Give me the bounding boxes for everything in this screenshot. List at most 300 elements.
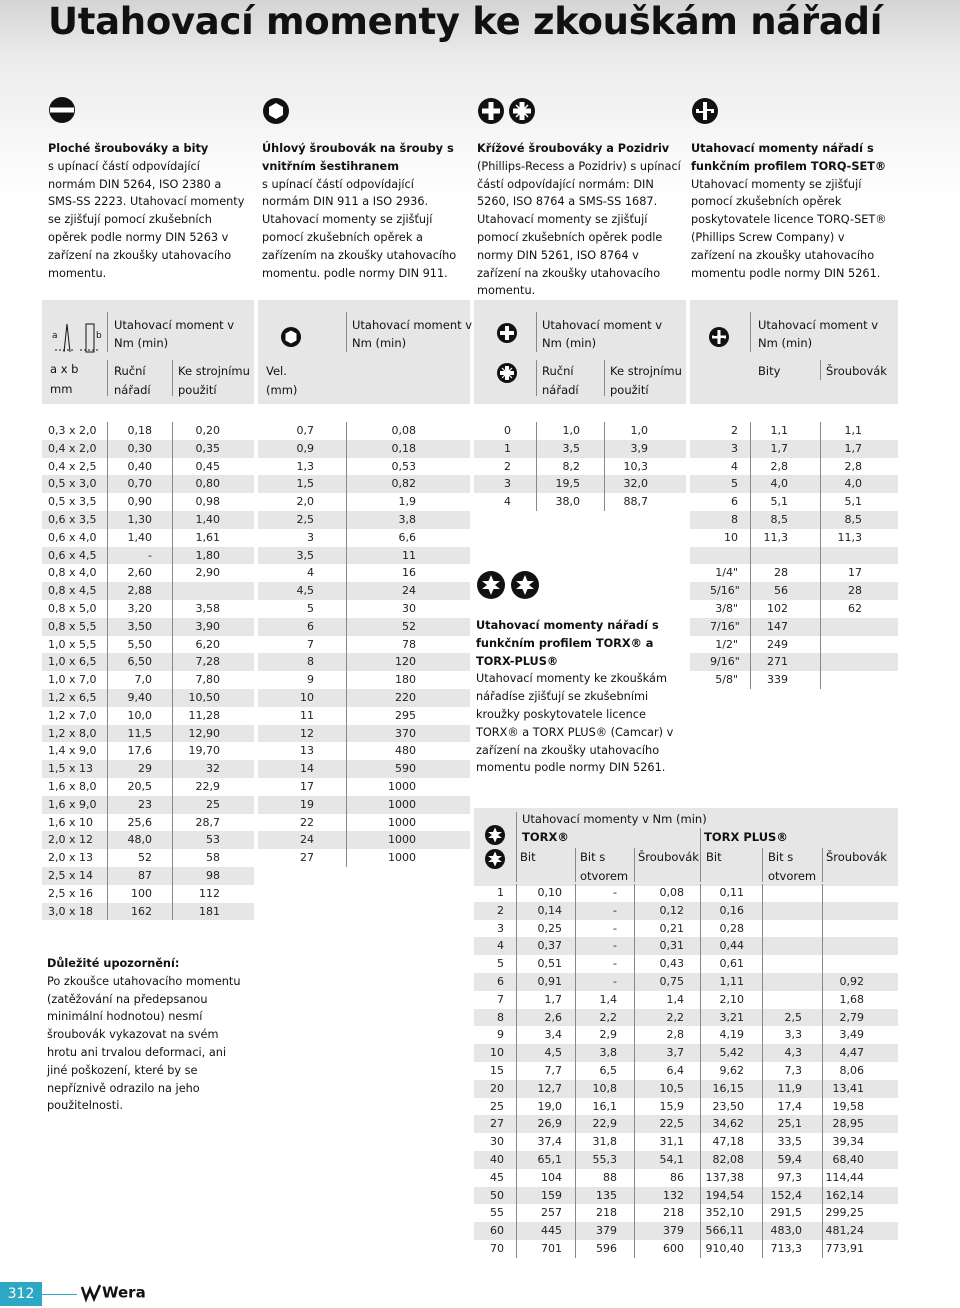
table1-row — [42, 671, 254, 689]
table5-cell: 218 — [596, 1206, 617, 1220]
table5-cell: 1,68 — [839, 992, 864, 1006]
table3-cell: 3 — [504, 477, 511, 491]
table5-row — [474, 1222, 898, 1240]
table5-cell: 3,4 — [544, 1028, 562, 1042]
table5-cell: 45 — [490, 1170, 504, 1184]
table5-row — [474, 1044, 898, 1062]
table5-cell: 47,18 — [712, 1135, 744, 1149]
table4-row — [690, 440, 898, 458]
table5-cell — [822, 920, 864, 938]
table2-col-vel: Vel. — [266, 364, 287, 378]
table1-cell: 0,8 x 4,0 — [48, 566, 97, 580]
table5-cell: 54,1 — [659, 1153, 684, 1166]
table5-col-srob2: Šroubovák — [826, 850, 887, 864]
table5-cell: 445 — [541, 1224, 562, 1238]
table1-cell: 0,40 — [127, 459, 152, 473]
table5-cell: 97,3 — [777, 1170, 802, 1184]
table5-cell: 0,21 — [659, 921, 684, 935]
table1-cell: 0,30 — [127, 441, 152, 455]
table3 — [474, 422, 686, 512]
table1-cell: 0,80 — [195, 477, 220, 491]
table1-cell: 6,20 — [195, 637, 220, 651]
table2-row — [258, 564, 470, 582]
table1-cell: 7,0 — [134, 673, 152, 687]
table3-cell: 10,3 — [623, 459, 648, 473]
table1-cell: 1,6 x 8,0 — [48, 780, 97, 793]
table2-row — [258, 440, 470, 458]
table2-cell: 1000 — [388, 797, 416, 811]
intro-torqset-text: Utahovací momenty se zjišťují pomocí zkušebních opěrek poskytovatele licence TORQ-SET® (Phillips Screw Company) v zařízení na zkoušky utahovacího momentu podle normy DIN 5261. — [691, 177, 887, 280]
table5-row — [474, 937, 898, 955]
table1-col-rucni-1: Ruční — [114, 364, 146, 378]
table5-cell: 1,4 — [599, 992, 617, 1006]
table5-cell: 7 — [497, 992, 504, 1006]
table1-cell: 162 — [131, 904, 152, 918]
table4-cell: 2,8 — [770, 459, 788, 473]
table3-cell: 8,2 — [562, 459, 580, 473]
table2-cell: 24 — [300, 833, 314, 847]
table5-row — [474, 884, 898, 902]
table5-row — [474, 955, 898, 973]
table3-cell: 1,0 — [562, 424, 580, 437]
brand-logo-text: Wera — [102, 1283, 146, 1302]
table1-cell: 19,70 — [188, 744, 220, 758]
table5-cell: 0,44 — [719, 939, 744, 953]
table1-cell: 100 — [131, 886, 152, 900]
table5-cell: 37,4 — [537, 1135, 562, 1149]
table3-title-2: Nm (min) — [542, 336, 597, 350]
table2-row — [258, 653, 470, 671]
table2-row — [258, 493, 470, 511]
footer-rule — [42, 1294, 77, 1295]
table1-row — [42, 582, 254, 600]
table5-cell: 22,9 — [592, 1117, 617, 1131]
table1-cell: 9,40 — [127, 691, 152, 704]
table5-col-bits-2: otvorem — [580, 869, 629, 883]
table5-cell: 2,2 — [599, 1010, 617, 1024]
table2-row — [258, 778, 470, 796]
table5-cell: 55,3 — [592, 1153, 617, 1166]
table1-cell: 11,5 — [127, 726, 152, 740]
table4-cell — [820, 547, 862, 565]
table1-cell: 1,2 x 8,0 — [48, 726, 97, 740]
table2-cell: 9 — [307, 673, 314, 687]
table5-row — [474, 1080, 898, 1098]
table5-cell: 68,40 — [832, 1153, 864, 1166]
intro-torqset-heading: Utahovací momenty nářadí s funkčním profilem TORQ-SET® — [691, 142, 887, 173]
table5-cell: 1,4 — [666, 992, 684, 1006]
table5-cell: 0,14 — [537, 903, 562, 917]
table5-cell: 483,0 — [770, 1224, 802, 1238]
table4-cell: 5 — [731, 477, 738, 491]
table5-cell: 114,44 — [825, 1170, 864, 1184]
table5-cell: 596 — [596, 1242, 617, 1255]
table5-cell: 299,25 — [825, 1206, 864, 1220]
table5-cell: 6,4 — [666, 1064, 684, 1077]
table5-cell: 2,9 — [599, 1028, 617, 1042]
table5-cell — [762, 973, 802, 991]
intro-torqset — [691, 140, 891, 282]
torq-set-icon — [708, 326, 730, 348]
table4-cell: 5/16" — [710, 584, 740, 598]
table1-col-axb: a x b — [50, 362, 79, 376]
table2-cell: 180 — [395, 673, 416, 687]
table3-title-1: Utahovací moment v — [542, 318, 663, 332]
table1-cell: 0,4 x 2,0 — [48, 441, 97, 455]
table2-cell: 2,5 — [296, 513, 314, 526]
table1-cell: - — [148, 548, 152, 562]
table4-row — [690, 475, 898, 493]
table2-cell: 220 — [395, 691, 416, 704]
table4-cell — [820, 618, 862, 636]
table5-cell: 379 — [663, 1224, 684, 1238]
table5-row — [474, 1026, 898, 1044]
table1-row — [42, 422, 254, 440]
table2-row — [258, 796, 470, 814]
table4-cell: 8 — [731, 513, 738, 526]
table2-cell: 6,6 — [398, 530, 416, 544]
table5-cell: 2,8 — [666, 1028, 684, 1042]
table2-cell: 24 — [402, 584, 416, 598]
table2-cell: 11 — [402, 548, 416, 562]
table5-cell: 0,37 — [537, 939, 562, 953]
table5-cell: 2,6 — [544, 1010, 562, 1024]
table4-row — [690, 600, 898, 618]
table4-row — [690, 564, 898, 582]
table2-cell: 4 — [307, 566, 314, 580]
table1-cell: 0,3 x 2,0 — [48, 424, 97, 437]
table5-cell: 137,38 — [705, 1170, 744, 1184]
table5-cell: 40 — [490, 1153, 504, 1166]
table1-cell: 52 — [138, 851, 152, 865]
table5-row — [474, 1062, 898, 1080]
table3-cell: 3,5 — [562, 441, 580, 455]
table2-cell: 3,5 — [296, 548, 314, 562]
table5-cell: - — [613, 975, 617, 988]
table5-cell: 2,2 — [666, 1010, 684, 1024]
table1-col-mm: mm — [50, 382, 73, 396]
table5-cell: 25 — [490, 1099, 504, 1113]
table1-row — [42, 903, 254, 921]
table5-cell: 104 — [541, 1170, 562, 1184]
table5-row — [474, 1240, 898, 1258]
table2-cell: 13 — [300, 744, 314, 758]
table5-cell: 15,9 — [659, 1099, 684, 1113]
table1-row — [42, 707, 254, 725]
table1-cell: 2,60 — [127, 566, 152, 580]
table5-cell: 713,3 — [770, 1242, 802, 1255]
table4-cell: 28 — [848, 584, 862, 598]
intro-hex-text: s upínací částí odpovídající normám DIN 911 a ISO 2936. Utahovací momenty se zjišťují pomocí zkušebních opěrek a zařízením na zkoušky utahovacího momentu. podle normy DIN 911. — [262, 177, 457, 280]
table1-row — [42, 831, 254, 849]
table1-cell: 112 — [199, 886, 220, 900]
table1-title-2: Nm (min) — [114, 336, 169, 350]
table4-cell: 28 — [774, 566, 788, 580]
table5-cell: 5 — [497, 957, 504, 971]
table4-cell: 271 — [767, 655, 788, 669]
table4-row — [690, 529, 898, 547]
table4-row — [690, 636, 898, 654]
table1-cell: 10,50 — [188, 691, 220, 704]
table2-cell: 14 — [300, 762, 314, 776]
table1-row — [42, 725, 254, 743]
table2-title-2: Nm (min) — [352, 336, 407, 350]
table1-row — [42, 547, 254, 565]
table1-cell: 0,5 x 3,5 — [48, 495, 97, 509]
table5-cell: 910,40 — [705, 1242, 744, 1255]
table4-row — [690, 422, 898, 440]
torx-plus-icon — [510, 570, 540, 600]
intro-slotted-text: s upínací částí odpovídající normám DIN 5264, ISO 2380 a SMS-SS 2223. Utahovací momenty se zjišťují pomocí zkušebních opěrek podle normy DIN 5263 v zařízení na zkoušky utahovacího momentu. — [48, 159, 245, 280]
table5-row — [474, 1009, 898, 1027]
table2-row — [258, 547, 470, 565]
torq-set-icon — [691, 97, 719, 125]
table5-cell: 70 — [490, 1242, 504, 1255]
table5-row — [474, 1169, 898, 1187]
table5-cell: 10,5 — [659, 1081, 684, 1095]
table5-cell: 0,75 — [659, 975, 684, 988]
table4-cell: 1,7 — [770, 441, 788, 455]
table2-cell: 78 — [402, 637, 416, 651]
table2-cell: 0,82 — [391, 477, 416, 491]
table1-col-stroj-1: Ke strojnímu — [178, 364, 250, 378]
table3-cell: 1 — [504, 441, 511, 455]
table1-cell: 0,8 x 4,5 — [48, 584, 97, 598]
table1-row — [42, 849, 254, 867]
table1-cell: 0,6 x 3,5 — [48, 513, 97, 526]
table5-cell: 34,62 — [712, 1117, 744, 1131]
table4-cell: 1/2" — [715, 637, 738, 651]
table2-cell: 5 — [307, 602, 314, 615]
table5-col-bits2-2: otvorem — [768, 869, 817, 883]
table4-cell: 249 — [767, 637, 788, 651]
table1-row — [42, 511, 254, 529]
table1-cell: 20,5 — [127, 780, 152, 793]
table1-cell: 12,90 — [188, 726, 220, 740]
table3-row — [474, 493, 686, 511]
table3-cell: 2 — [504, 459, 511, 473]
table4-cell: 5/8" — [715, 673, 738, 687]
table5-cell: 600 — [663, 1242, 684, 1255]
pozidriv-icon — [508, 97, 536, 125]
table5-cell: 0,28 — [719, 921, 744, 935]
table1-cell: 181 — [199, 904, 220, 918]
table4-row — [690, 458, 898, 476]
table2-row — [258, 422, 470, 440]
table1-row — [42, 885, 254, 903]
note — [47, 955, 247, 1115]
table1-cell: 3,50 — [127, 619, 152, 633]
table4-cell — [710, 547, 738, 565]
table4-cell: 5,1 — [844, 495, 862, 509]
table2-cell: 30 — [402, 602, 416, 615]
table5-cell: 0,12 — [659, 903, 684, 917]
table5-cell: 352,10 — [705, 1206, 744, 1220]
torx-icon — [484, 824, 506, 846]
table1-row — [42, 653, 254, 671]
table5-cell: 0,10 — [537, 886, 562, 899]
hex-socket-icon — [262, 97, 290, 125]
table5-cell: 7,7 — [544, 1064, 562, 1077]
table5-cell: 3,7 — [666, 1046, 684, 1060]
table3-cell: 1,0 — [630, 424, 648, 437]
table5-cell: 5,42 — [719, 1046, 744, 1060]
table5-cell — [822, 955, 864, 973]
table5-cell: - — [613, 939, 617, 953]
table2-cell: 4,5 — [296, 584, 314, 598]
table4-col-bity: Bity — [758, 364, 781, 378]
table4-cell: 1,1 — [770, 424, 788, 437]
table5-cell: 20 — [490, 1081, 504, 1095]
table5-cell: 0,11 — [719, 886, 744, 899]
hex-icon — [280, 326, 302, 348]
table5-row — [474, 1204, 898, 1222]
table4-cell: 10 — [724, 530, 738, 544]
phillips-icon — [496, 322, 518, 344]
table5-cell: 28,95 — [832, 1117, 864, 1131]
table2-row — [258, 582, 470, 600]
table5-row — [474, 973, 898, 991]
table4-cell: 7/16" — [710, 619, 740, 633]
table5-cell: 8 — [497, 1010, 504, 1024]
table4-cell: 339 — [767, 673, 788, 687]
table1-cell: 2,88 — [127, 584, 152, 598]
table5-cell: 33,5 — [777, 1135, 802, 1149]
table1-cell: 0,90 — [127, 495, 152, 509]
table1-row — [42, 458, 254, 476]
table5-cell: 11,9 — [777, 1081, 802, 1095]
intro-phillips-text: (Phillips-Recess a Pozidriv) s upínací částí odpovídající normám: DIN 5260, ISO 8764 a SMS-SS 1687. Utahovací momenty se zjišťují pomocí zkušebních opěrek podle normy DIN 5261, ISO 8764 v zařízení na zkoušky utahovacího momentu. — [477, 159, 681, 298]
table2-row — [258, 671, 470, 689]
brand-logo — [80, 1283, 146, 1303]
table1-cell: 10,0 — [127, 708, 152, 722]
table1-cell: 1,6 x 10 — [48, 815, 93, 829]
table1-cell: 0,70 — [127, 477, 152, 491]
table2-cell: 480 — [395, 744, 416, 758]
table4-cell: 102 — [767, 602, 788, 615]
table1-row — [42, 814, 254, 832]
table5-cell: 31,1 — [659, 1135, 684, 1149]
table2-row — [258, 458, 470, 476]
table4-cell — [820, 653, 862, 671]
table3-col-rucni-1: Ruční — [542, 364, 574, 378]
table1-header — [42, 300, 254, 404]
table5-cell: 65,1 — [537, 1153, 562, 1166]
table5-cell: 481,24 — [825, 1224, 864, 1238]
table5-title: Utahovací momenty v Nm (min) — [522, 812, 707, 826]
table1-cell: 25 — [206, 797, 220, 811]
table4-row — [690, 582, 898, 600]
table1-cell: 0,8 x 5,5 — [48, 619, 97, 633]
table5-cell — [762, 920, 802, 938]
table5-cell: 9 — [497, 1028, 504, 1042]
table2-col-mm: (mm) — [266, 383, 298, 397]
table2-row — [258, 600, 470, 618]
table2-cell: 10 — [300, 691, 314, 704]
table2-cell: 17 — [300, 780, 314, 793]
table1-cell: 3,90 — [195, 619, 220, 633]
table4-cell — [750, 547, 788, 565]
table5-torxplus: TORX PLUS® — [704, 830, 788, 844]
table5-cell: 13,41 — [832, 1081, 864, 1095]
table5-cell: 1,7 — [544, 992, 562, 1006]
table5-row — [474, 902, 898, 920]
table1-cell: 29 — [138, 762, 152, 776]
table1-cell: 25,6 — [127, 815, 152, 829]
table5-cell: 291,5 — [770, 1206, 802, 1220]
table2-cell: 1000 — [388, 780, 416, 793]
table5-cell: 379 — [596, 1224, 617, 1238]
table1-cell: 0,35 — [195, 441, 220, 455]
table1-cell: 17,6 — [127, 744, 152, 758]
table2-cell: 1000 — [388, 815, 416, 829]
table4-row — [690, 511, 898, 529]
table4-cell: 56 — [774, 584, 788, 598]
table2-cell: 0,18 — [391, 441, 416, 455]
table2-cell: 1,9 — [398, 495, 416, 509]
table5-cell: 86 — [670, 1170, 684, 1184]
table5-cell: 19,0 — [537, 1099, 562, 1113]
table2-row — [258, 742, 470, 760]
table2-cell: 6 — [307, 619, 314, 633]
table5 — [474, 884, 898, 1259]
table2-row — [258, 831, 470, 849]
table2-row — [258, 475, 470, 493]
table4-cell: 147 — [767, 619, 788, 633]
table5-cell: 701 — [541, 1242, 562, 1255]
table5-cell: 3,49 — [839, 1028, 864, 1042]
table1-cell: 2,0 x 13 — [48, 851, 93, 865]
table1-cell: 7,28 — [195, 655, 220, 669]
table3-col-stroj-1: Ke strojnímu — [610, 364, 682, 378]
table1-col-rucni-2: nářadí — [114, 383, 151, 397]
table5-cell: 12,7 — [537, 1081, 562, 1095]
table5-cell: 10,8 — [592, 1081, 617, 1095]
table5-cell: 2 — [497, 903, 504, 917]
svg-text:b: b — [96, 331, 102, 341]
table1-cell: 1,5 x 13 — [48, 762, 93, 776]
table1-cell: 98 — [206, 869, 220, 882]
table3-col-stroj-2: použití — [610, 383, 649, 397]
table2-cell: 7 — [307, 637, 314, 651]
table5-col-bits-1: Bit s — [580, 850, 606, 864]
table5-cell: 31,8 — [592, 1135, 617, 1149]
table1-cell: 1,2 x 7,0 — [48, 708, 97, 722]
table2-row — [258, 511, 470, 529]
table1-cell: 1,0 x 5,5 — [48, 637, 97, 651]
table5-cell: 1,11 — [719, 975, 744, 988]
table1-cell: 2,5 x 14 — [48, 869, 93, 882]
table5-cell: 27 — [490, 1117, 504, 1131]
table5-col-bit: Bit — [520, 850, 536, 864]
table5-cell: - — [613, 886, 617, 899]
table1-row — [42, 440, 254, 458]
table3-cell: 3,9 — [630, 441, 648, 455]
table1-cell: 23 — [138, 797, 152, 811]
table5-cell: 132 — [663, 1188, 684, 1202]
torx-icon — [476, 570, 506, 600]
table5-cell: 7,3 — [784, 1064, 802, 1077]
table5-header — [474, 808, 898, 886]
page-title: Utahovací momenty ke zkouškám nářadí — [48, 0, 883, 43]
table5-cell: 162,14 — [825, 1188, 864, 1202]
table2-row — [258, 529, 470, 547]
table2-title-1: Utahovací moment v — [352, 318, 473, 332]
table5-row — [474, 1098, 898, 1116]
table2-header — [258, 300, 473, 404]
table3-row — [474, 422, 686, 440]
table1-row — [42, 475, 254, 493]
